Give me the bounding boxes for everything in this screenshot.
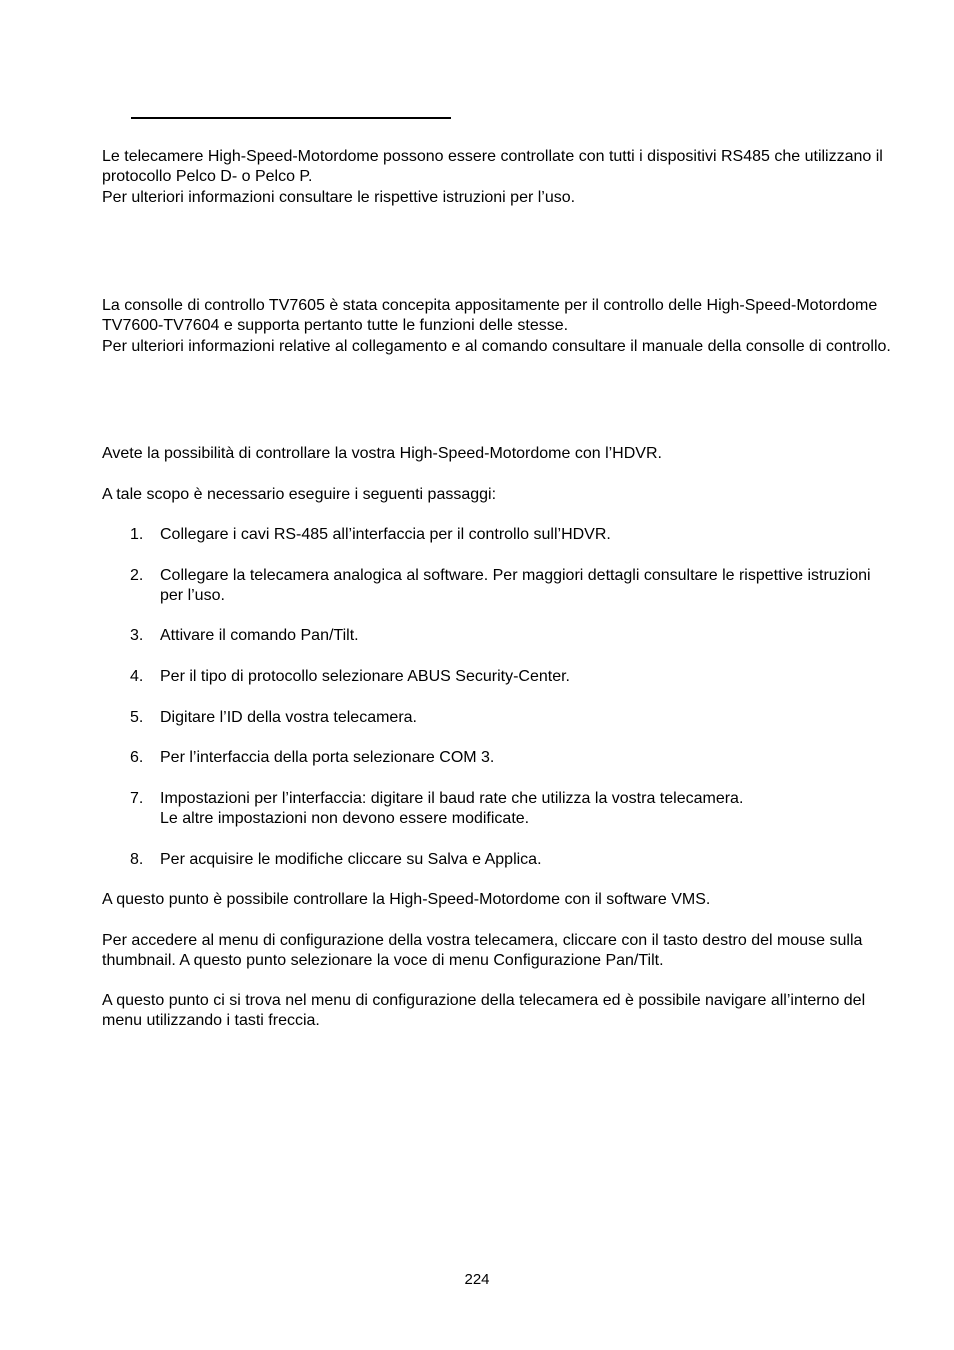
paragraph-vms-control: A questo punto è possibile controllare la High-Speed-Motordome con il software VMS. [102, 891, 711, 908]
list-item: 4. Per il tipo di protocollo selezionare ABUS Security-Center. [130, 668, 570, 686]
paragraph-rs485-devices: Le telecamere High-Speed-Motordome possono essere controllate con tutti i dispositivi RS485 che utilizzano il protocollo Pelco D- o Pelco P. Per ulteriori informazioni consultare le rispettive istruzioni per l’uso. [102, 148, 883, 206]
list-item: 2. Collegare la telecamera analogica al software. Per maggiori dettagli consultare le rispettive istruzioni per l’uso. [130, 566, 871, 604]
page-number: 224 [464, 1271, 490, 1288]
list-item: 3. Attivare il comando Pan/Tilt. [130, 627, 359, 645]
list-item: 8. Per acquisire le modifiche cliccare su Salva e Applica. [130, 850, 542, 868]
paragraph-steps-intro: A tale scopo è necessario eseguire i seguenti passaggi: [102, 486, 497, 503]
list-item: 1. Collegare i cavi RS-485 all’interfaccia per il controllo sull’HDVR. [130, 526, 611, 543]
list-item: 6. Per l’interfaccia della porta selezionare COM 3. [130, 749, 495, 767]
steps-list [102, 525, 892, 890]
paragraph-control-console: La consolle di controllo TV7605 è stata concepita appositamente per il controllo delle High-Speed-Motordome TV7600-TV7604 e supporta pertanto tutte le funzioni delle stesse. Per ulteriori informazioni relative al collegamento e al comando consultare il manuale della consolle di controllo. [102, 297, 891, 355]
paragraph-hdvr-intro: Avete la possibilità di controllare la vostra High-Speed-Motordome con l’HDVR. [102, 445, 662, 462]
paragraph-menu-navigation: A questo punto ci si trova nel menu di configurazione della telecamera ed è possibile navigare all’interno del menu utilizzando i tasti freccia. [102, 992, 866, 1030]
list-item: 7. Impostazioni per l’interfaccia: digitare il baud rate che utilizza la vostra telecamera. Le altre impostazioni non devono essere modificate. [130, 789, 744, 828]
heading-underline [131, 117, 451, 119]
list-item: 5. Digitare l’ID della vostra telecamera. [130, 708, 417, 726]
paragraph-config-menu-access: Per accedere al menu di configurazione della vostra telecamera, cliccare con il tasto destro del mouse sulla thumbnail. A questo punto selezionare la voce di menu Configurazione Pan/Tilt. [102, 932, 863, 970]
